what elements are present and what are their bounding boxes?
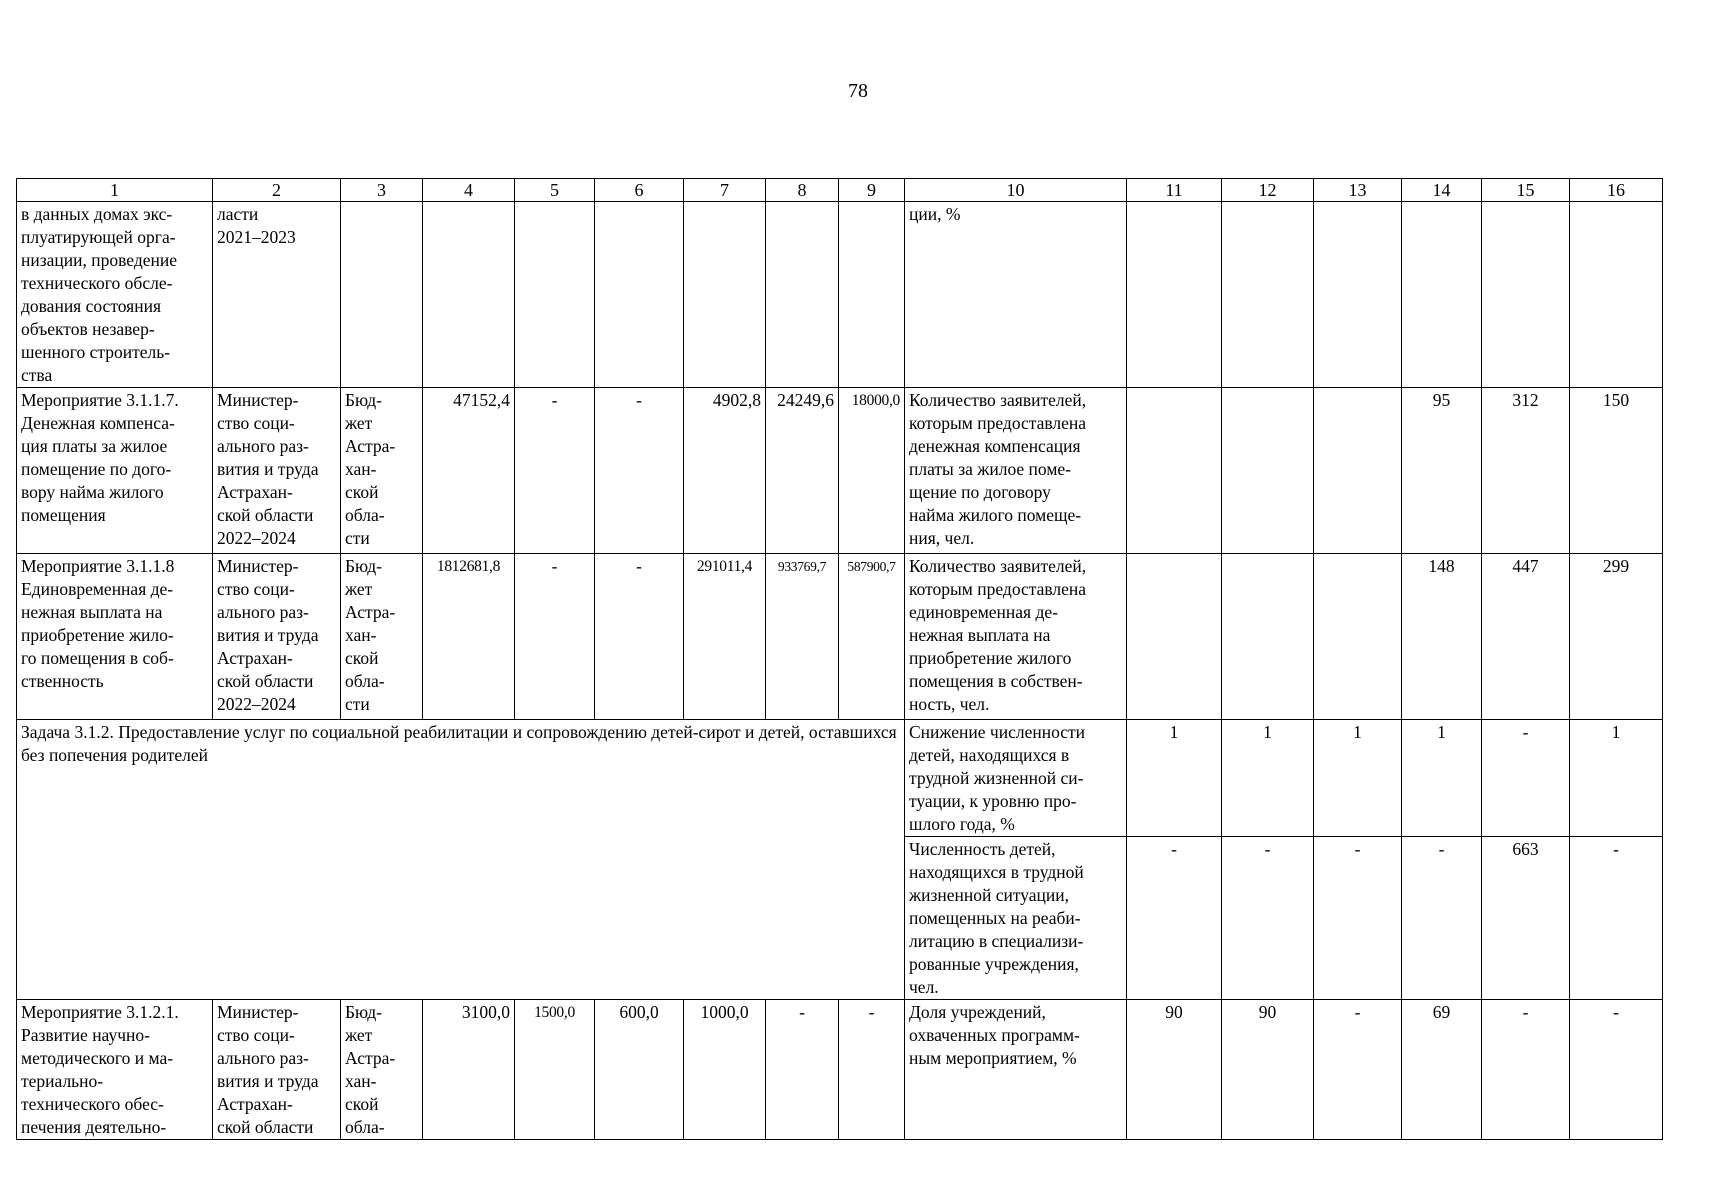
cell-value-16: 299: [1570, 554, 1663, 720]
cell-value-13: [1314, 554, 1402, 720]
cell-indicator: Количество заявителей, которым предоставлена единовременная де- нежная выплата на приобретение жилого помещения в собствен- ность, чел.: [905, 554, 1127, 720]
cell-value-15: 663: [1482, 837, 1570, 1000]
col-header-8: 8: [766, 179, 839, 202]
col-header-15: 15: [1482, 179, 1570, 202]
cell-value-11: 90: [1127, 1000, 1222, 1140]
cell-activity: в данных домах экс- плуатирующей орга- низации, проведение технического обсле- дования состояния объектов незавер- шенного строитель- ства: [17, 202, 213, 388]
cell-year-5: 18000,0: [839, 388, 905, 554]
cell-indicator: Доля учреждений, охваченных программ- ным мероприятием, %: [905, 1000, 1127, 1140]
col-header-1: 1: [17, 179, 213, 202]
cell-executor: Министер- ство соци- ального раз- вития и труда Астрахан- ской области 2022–2024: [213, 554, 341, 720]
cell-value-12: 1: [1222, 720, 1314, 837]
cell-value-13: [1314, 388, 1402, 554]
cell-total: [423, 202, 515, 388]
cell-year-2: [595, 202, 684, 388]
header-row: [17, 179, 1663, 202]
cell-value-11: [1127, 388, 1222, 554]
cell-value-13: [1314, 202, 1402, 388]
cell-year-2: -: [595, 554, 684, 720]
cell-value-14: 148: [1402, 554, 1482, 720]
cell-year-2: 600,0: [595, 1000, 684, 1140]
col-header-5: 5: [515, 179, 595, 202]
cell-value-16: 150: [1570, 388, 1663, 554]
cell-value-13: -: [1314, 837, 1402, 1000]
page-number: 78: [848, 80, 868, 102]
cell-value-12: [1222, 202, 1314, 388]
cell-year-4: [766, 202, 839, 388]
cell-value-16: -: [1570, 837, 1663, 1000]
table-row: [17, 1000, 1663, 1140]
col-header-6: 6: [595, 179, 684, 202]
col-header-2: 2: [213, 179, 341, 202]
cell-executor: Министер- ство соци- ального раз- вития и труда Астрахан- ской области 2022–2024: [213, 388, 341, 554]
cell-value-11: -: [1127, 837, 1222, 1000]
cell-executor: ласти 2021–2023: [213, 202, 341, 388]
cell-year-2: -: [595, 388, 684, 554]
cell-year-5: -: [839, 1000, 905, 1140]
task-row: [17, 720, 1663, 837]
cell-value-15: 312: [1482, 388, 1570, 554]
cell-value-12: 90: [1222, 1000, 1314, 1140]
col-header-11: 11: [1127, 179, 1222, 202]
table-row: [17, 202, 1663, 388]
cell-activity: Мероприятие 3.1.1.8 Единовременная де- нежная выплата на приобретение жило- го помещения в соб- ственность: [17, 554, 213, 720]
cell-year-3: 291011,4: [684, 554, 766, 720]
col-header-13: 13: [1314, 179, 1402, 202]
cell-year-1: -: [515, 388, 595, 554]
cell-value-13: 1: [1314, 720, 1402, 837]
cell-value-13: -: [1314, 1000, 1402, 1140]
cell-value-15: -: [1482, 1000, 1570, 1140]
cell-value-16: 1: [1570, 720, 1663, 837]
cell-year-1: 1500,0: [515, 1000, 595, 1140]
cell-value-12: [1222, 554, 1314, 720]
col-header-14: 14: [1402, 179, 1482, 202]
cell-year-3: [684, 202, 766, 388]
cell-total: 3100,0: [423, 1000, 515, 1140]
cell-value-12: -: [1222, 837, 1314, 1000]
col-header-7: 7: [684, 179, 766, 202]
cell-value-14: 1: [1402, 720, 1482, 837]
cell-year-4: 24249,6: [766, 388, 839, 554]
cell-year-5: 587900,7: [839, 554, 905, 720]
cell-source: Бюд- жет Астра- хан- ской обла-: [341, 1000, 423, 1140]
cell-year-1: [515, 202, 595, 388]
cell-value-15: -: [1482, 720, 1570, 837]
cell-source: [341, 202, 423, 388]
cell-indicator: ции, %: [905, 202, 1127, 388]
cell-indicator: Снижение численности детей, находящихся в трудной жизненной си- туации, к уровню про- шлого года, %: [905, 720, 1127, 837]
cell-executor: Министер- ство соци- ального раз- вития и труда Астрахан- ской области: [213, 1000, 341, 1140]
col-header-10: 10: [905, 179, 1127, 202]
cell-total: 1812681,8: [423, 554, 515, 720]
col-header-4: 4: [423, 179, 515, 202]
col-header-3: 3: [341, 179, 423, 202]
program-table: [16, 178, 1663, 1140]
cell-indicator: Численность детей, находящихся в трудной жизненной ситуации, помещенных на реаби- литацию в специализи- рованные учреждения, чел.: [905, 837, 1127, 1000]
cell-value-15: [1482, 202, 1570, 388]
cell-value-12: [1222, 388, 1314, 554]
cell-value-14: -: [1402, 837, 1482, 1000]
cell-activity: Мероприятие 3.1.2.1. Развитие научно- методического и ма- териально- технического обес- печения деятельно-: [17, 1000, 213, 1140]
cell-year-3: 4902,8: [684, 388, 766, 554]
cell-total: 47152,4: [423, 388, 515, 554]
cell-value-14: [1402, 202, 1482, 388]
cell-year-4: 933769,7: [766, 554, 839, 720]
cell-activity: Мероприятие 3.1.1.7. Денежная компенса- ция платы за жилое помещение по дого- вору найма жилого помещения: [17, 388, 213, 554]
table-row: [17, 388, 1663, 554]
col-header-12: 12: [1222, 179, 1314, 202]
cell-year-5: [839, 202, 905, 388]
cell-year-4: -: [766, 1000, 839, 1140]
col-header-9: 9: [839, 179, 905, 202]
cell-value-11: [1127, 554, 1222, 720]
table-row: [17, 554, 1663, 720]
cell-indicator: Количество заявителей, которым предоставлена денежная компенсация платы за жилое поме- щение по договору найма жилого помеще- ния, чел.: [905, 388, 1127, 554]
cell-source: Бюд- жет Астра- хан- ской обла- сти: [341, 554, 423, 720]
col-header-16: 16: [1570, 179, 1663, 202]
cell-value-15: 447: [1482, 554, 1570, 720]
cell-value-11: [1127, 202, 1222, 388]
cell-value-16: [1570, 202, 1663, 388]
task-title: Задача 3.1.2. Предоставление услуг по социальной реабилитации и сопровождению детей-сирот и детей, оставшихся без попечения родителей: [17, 720, 905, 1000]
cell-source: Бюд- жет Астра- хан- ской обла- сти: [341, 388, 423, 554]
cell-year-1: -: [515, 554, 595, 720]
cell-value-14: 95: [1402, 388, 1482, 554]
cell-value-14: 69: [1402, 1000, 1482, 1140]
cell-year-3: 1000,0: [684, 1000, 766, 1140]
cell-value-11: 1: [1127, 720, 1222, 837]
cell-value-16: -: [1570, 1000, 1663, 1140]
